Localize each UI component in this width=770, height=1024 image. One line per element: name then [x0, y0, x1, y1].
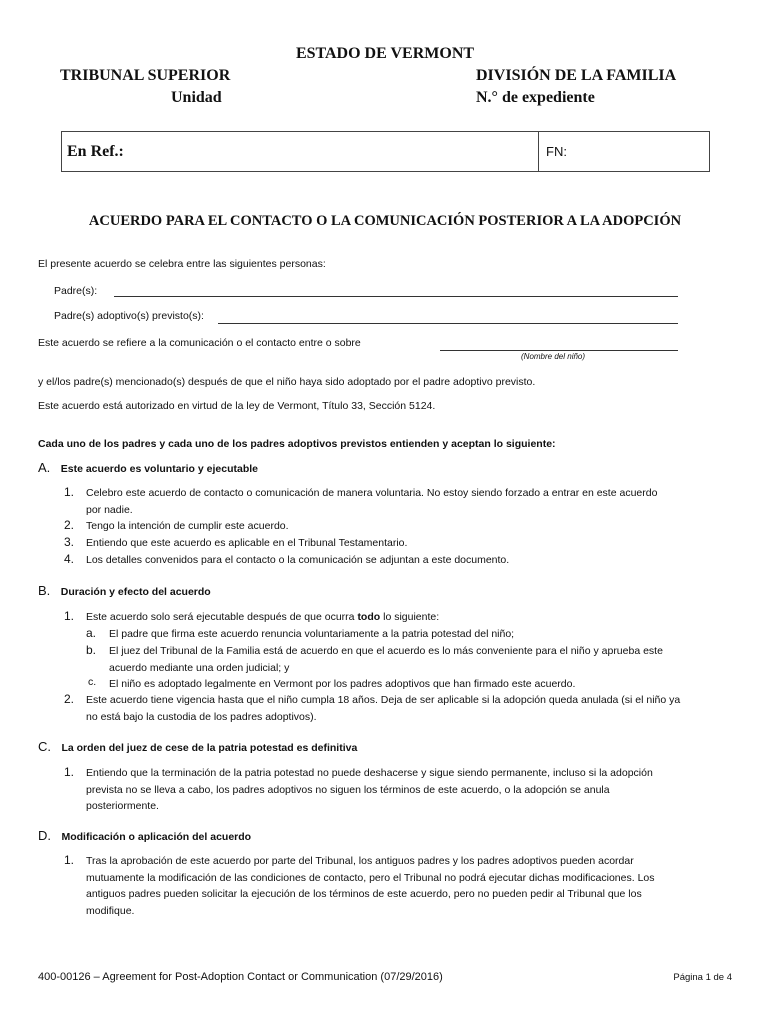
- list-item: Entiendo que la terminación de la patria potestad no puede deshacerse y sigue siendo permanente, incluso si la adopción prevista no se lleva a cabo, los padres adoptivos no siguen los términos de este acuerdo, o la adopción se anula posteriormente.: [86, 767, 653, 812]
- unit-label: Unidad: [171, 89, 222, 106]
- section-b-heading: [38, 582, 211, 600]
- child-name-caption: (Nombre del niño): [521, 352, 586, 361]
- parents-label: Padre(s):: [54, 285, 98, 297]
- list-item: Entiendo que este acuerdo es aplicable en el Tribunal Testamentario.: [86, 537, 408, 549]
- sub-item-letter: b.: [86, 643, 97, 657]
- sub-item: El juez del Tribunal de la Familia está de acuerdo en que el acuerdo es lo más conveniente para el niño y aprueba este acuerdo mediante una orden judicial; y: [109, 645, 663, 674]
- understand-heading: Cada uno de los padres y cada uno de los padres adoptivos previstos entienden y aceptan lo siguiente:: [38, 438, 556, 450]
- child-name-field[interactable]: [440, 350, 678, 351]
- section-letter: A.: [38, 460, 51, 475]
- list-item: Celebro este acuerdo de contacto o comunicación de manera voluntaria. No estoy siendo forzado a entrar en este acuerdo por nadie.: [86, 487, 658, 516]
- sub-item-letter: a.: [86, 626, 97, 640]
- list-item: Este acuerdo tiene vigencia hasta que el niño cumpla 18 años. Deja de ser aplicable si la adopción queda anulada (si el niño ya no está bajo la custodia de los padres adoptivos).: [86, 694, 681, 723]
- docket-number-label: N.° de expediente: [476, 89, 595, 106]
- item-number: 2.: [64, 518, 75, 532]
- list-item: Tengo la intención de cumplir este acuerdo.: [86, 520, 289, 532]
- page-number: Página 1 de 4: [673, 972, 732, 983]
- court-name: TRIBUNAL SUPERIOR: [60, 67, 231, 84]
- section-letter: B.: [38, 583, 51, 598]
- reference-divider: [538, 132, 539, 171]
- section-title: Modificación o aplicación del acuerdo: [61, 831, 252, 843]
- sub-item: El niño es adoptado legalmente en Vermont por los padres adoptivos que han firmado este acuerdo.: [109, 678, 576, 690]
- section-letter: C.: [38, 739, 51, 754]
- authorized-text: Este acuerdo está autorizado en virtud de la ley de Vermont, Título 33, Sección 5124.: [38, 400, 436, 412]
- sub-item: El padre que firma este acuerdo renuncia voluntariamente a la patria potestad del niño;: [109, 628, 515, 640]
- section-c-heading: [38, 738, 357, 756]
- section-a-heading: [38, 459, 258, 477]
- reference-box: [61, 131, 710, 172]
- fn-field[interactable]: FN:: [546, 144, 567, 159]
- adoptive-parents-label: Padre(s) adoptivo(s) previsto(s):: [54, 310, 204, 322]
- division-name: DIVISIÓN DE LA FAMILIA: [476, 67, 677, 84]
- section-d-heading: [38, 827, 251, 845]
- item-number: 1.: [64, 609, 75, 623]
- adoptive-parents-field[interactable]: [218, 323, 678, 324]
- section-letter: D.: [38, 828, 51, 843]
- parties-intro: El presente acuerdo se celebra entre las siguientes personas:: [38, 258, 326, 270]
- after-adoption-text: y el/los padre(s) mencionado(s) después de que el niño haya sido adoptado por el padre adoptivo previsto.: [38, 376, 536, 388]
- document-title: ACUERDO PARA EL CONTACTO O LA COMUNICACIÓN POSTERIOR A LA ADOPCIÓN: [88, 213, 682, 229]
- parents-field[interactable]: [114, 296, 678, 297]
- section-title: Este acuerdo es voluntario y ejecutable: [60, 463, 258, 475]
- form-number: 400-00126 – Agreement for Post-Adoption Contact or Communication (07/29/2016): [38, 971, 443, 983]
- list-item: Este acuerdo solo será ejecutable después de que ocurra todo lo siguiente:: [86, 611, 440, 623]
- en-ref-field[interactable]: En Ref.:: [67, 143, 124, 160]
- item-number: 3.: [64, 535, 75, 549]
- section-title: La orden del juez de cese de la patria potestad es definitiva: [61, 742, 358, 754]
- state-heading: ESTADO DE VERMONT: [295, 45, 475, 62]
- item-number: 4.: [64, 552, 75, 566]
- item-number: 1.: [64, 765, 75, 779]
- section-title: Duración y efecto del acuerdo: [60, 586, 211, 598]
- list-item: Los detalles convenidos para el contacto o la comunicación se adjuntan a este documento.: [86, 554, 510, 566]
- refers-to-text: Este acuerdo se refiere a la comunicación o el contacto entre o sobre: [38, 337, 361, 349]
- item-number: 1.: [64, 485, 75, 499]
- sub-item-letter: c.: [88, 676, 97, 688]
- list-item: Tras la aprobación de este acuerdo por parte del Tribunal, los antiguos padres y los padres adoptivos pueden acordar mutuamente la modificación de las condiciones de contacto, pero el Tribunal no podrá ejecutar dichas modificaciones. Los antiguos padres pueden solicitar la ejecución de los términos de este acuerdo, pero no pueden pedir al Tribunal que los modifique.: [86, 855, 655, 917]
- item-number: 1.: [64, 853, 75, 867]
- item-number: 2.: [64, 692, 75, 706]
